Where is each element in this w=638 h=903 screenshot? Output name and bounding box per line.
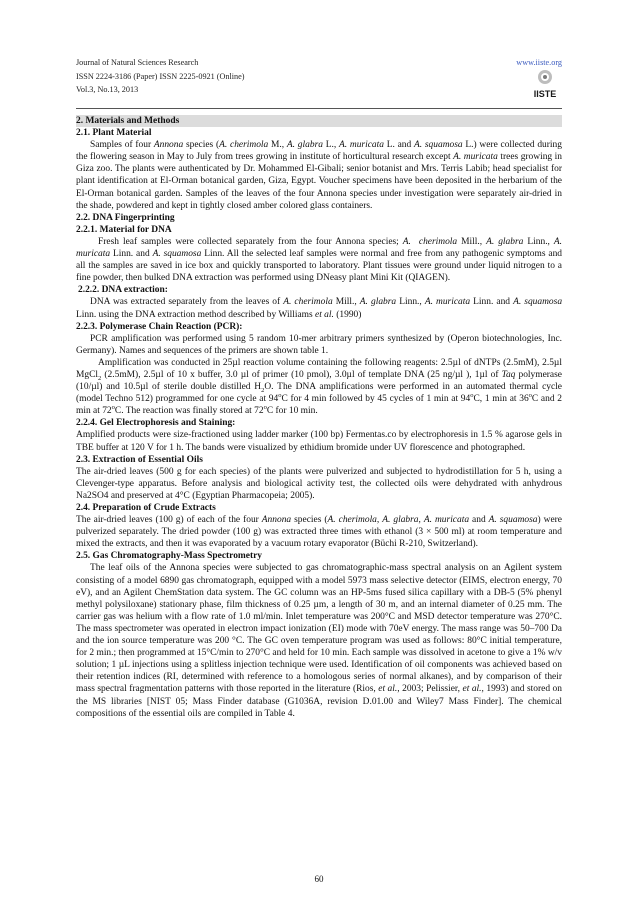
journal-url-link[interactable]: www.iiste.org xyxy=(516,58,562,67)
subsection-heading: 2.3. Extraction of Essential Oils xyxy=(76,454,203,465)
page-number: 60 xyxy=(314,874,324,884)
paragraph: PCR amplification was performed using 5 random 10-mer arbitrary primers synthesized by (Operon biotechnologies, Inc. Germany). Names and sequences of the primers are shown table 1. xyxy=(76,333,562,356)
article-body xyxy=(76,115,562,720)
logo-text: IISTE xyxy=(533,89,557,99)
paragraph: The air-dried leaves (100 g) of each of the four Annona species (A. cherimola, A. glabra, A. muricata and A. squamosa) were pulverized separately. The dried powder (100 g) was extracted three times with ethanol (3 × 500 ml) at room temperature and mixed the extracts, and then it was evaporated by a vacuum rotary evaporator (Büchi R-210, Switzerland). xyxy=(76,515,562,550)
subsection-heading: 2.2. DNA Fingerprinting xyxy=(76,212,175,223)
subsection-heading: 2.2.3. Polymerase Chain Reaction (PCR): xyxy=(76,321,243,332)
section-heading: 2. Materials and Methods xyxy=(76,115,562,127)
subsection-heading: 2.4. Preparation of Crude Extracts xyxy=(76,503,216,513)
paragraph: Amplification was conducted in 25µl reaction volume containing the following reagents: 2.5µl of dNTPs (2.5mM), 2.5µl MgCl$_2$ (2.5mM), 2.5µl of 10 x buffer, 3.0 µl of primer (10 pmol), 3.0µl of template DNA (25 ng/µl ), 1µl of Taq polymerase (10/µl) and 10.5µl of sterile double distilled $H_2O$. The DNA amplifications were performed in an automated thermal cycle (model Techno 512) programmed for one cycle at 94$^o$C for 4 min followed by 45 cycles of 1 min at 94$^o$C, 1 min at 36$^o$C and 2 min at 72$^o$C. The reaction was finally stored at 72$^o$C for 10 min. xyxy=(76,357,562,417)
issn-line: ISSN 2224-3186 (Paper) ISSN 2225-0921 (Online) xyxy=(76,71,245,81)
paragraph: Fresh leaf samples were collected separately from the four Annona species; A. cherimola Mill., A. glabra Linn., A. muricata Linn. and A. squamosa Linn. All the selected leaf samples were normal and free from any pathogenic symptoms and all the samples are saved in ice box and quickly transported to laboratory. Plant tissues were ground under liquid nitrogen to a fine powder, then bulked DNA extraction was performed using DNeasy plant Mini Kit (QIAGEN). xyxy=(76,236,563,284)
journal-header xyxy=(76,56,562,97)
journal-name: Journal of Natural Sciences Research xyxy=(76,58,199,67)
paragraph: The leaf oils of the Annona species were subjected to gas chromatographic-mass spectral analysis on an Agilent system consisting of a model 6890 gas chromatograph, equipped with a model 5973 mass selective detector (EIMS, electron energy, 70 eV), and an Agilent ChemStation data system. The GC column was an HP-5ms fused silica capillary with a DB-5 (5% phenyl methyl polysiloxane) stationary phase, film thickness of 0.25 µm, a length of 30 m, and an internal diameter of 0.25 mm. The carrier gas was helium with a flow rate of 1.0 ml/min. Inlet temperature was 200°C and MSD detector temperature was 270°C. The mass spectrometer was operated in electron impact ionization (EI) mode with 70eV energy. The mass range was 50–700 Da and the ion source temperature was 200 °C. The GC oven temperature program was used as follows: 80°C initial temperature, for 2 min.; then programmed at 15°C/min to 270°C and held for 10 min. Each sample was dissolved in acetone to give a 1% w/v solution; 1 µL injections using a splitless injection technique were used. Identification of oil components was achieved based on their retention indices (RI, determined with reference to a homologous series of normal alkanes), and by comparison of their mass spectral fragmentation patterns with those reported in the literature (Rios, et al., 2003; Pelissier, et al., 1993) and stored on the MS libraries [NIST 05; Mass Finder database (G1036A, revision D.01.00 and Wiley7 Mass Finder]. The chemical compositions of the essential oils are compiled in Table 4. xyxy=(76,563,562,719)
subsection-heading: 2.5. Gas Chromatography-Mass Spectrometry xyxy=(76,551,263,562)
paragraph: The air-dried leaves (500 g for each species) of the plants were pulverized and subjected to hydrodistillation for 5 h, using a Clevenger-type apparatus. Before analysis and biological activity test, the collected oils were dehydrated with anhydrous Na2SO4 and preserved at 4°C (Egyptian Pharmacopeia; 2005). xyxy=(76,466,562,501)
subsection-heading: 2.2.1. Material for DNA xyxy=(76,224,172,235)
iiste-logo xyxy=(528,68,562,100)
paragraph: DNA was extracted separately from the leaves of A. cherimola Mill., A. glabra Linn., A. muricata Linn. and A. squamosa Linn. using the DNA extraction method described by Williams et al. (1990) xyxy=(76,297,563,320)
paragraph: Amplified products were size-fractioned using ladder marker (100 bp) Fermentas.co by electrophoresis in 1.5 % agarose gels in TBE buffer at 120 V for 1 h. The bands were visualized by ethidium bromide under UV florescence and photographed. xyxy=(76,430,562,453)
subsection-heading: 2.1. Plant Material xyxy=(76,128,152,139)
subsection-heading: 2.2.2. DNA extraction: xyxy=(78,285,168,296)
header-divider xyxy=(76,108,562,109)
subsection-heading: 2.2.4. Gel Electrophoresis and Staining: xyxy=(76,418,236,429)
volume-line: Vol.3, No.13, 2013 xyxy=(76,85,139,94)
paragraph: Samples of four Annona species (A. cherimola M., A. glabra L., A. muricata L. and A. squamosa L.) were collected during the flowering season in May to July from trees growing in institute of horticultural research except A. muricata trees growing in Giza zoo. The plants were authenticated by Dr. Mohammed El-Gibali; senior botanist and Mrs. Terris Labib; head specialist for plant identification at El-Orman botanical garden, Giza, Egypt. Voucher specimens have been deposited in the herbarium of the El-Orman botanical garden. Samples of the leaves of the four Annona species under investigation were separately air-dried in the shade, powdered and kept in tightly closed amber colored glass containers. xyxy=(76,140,562,211)
